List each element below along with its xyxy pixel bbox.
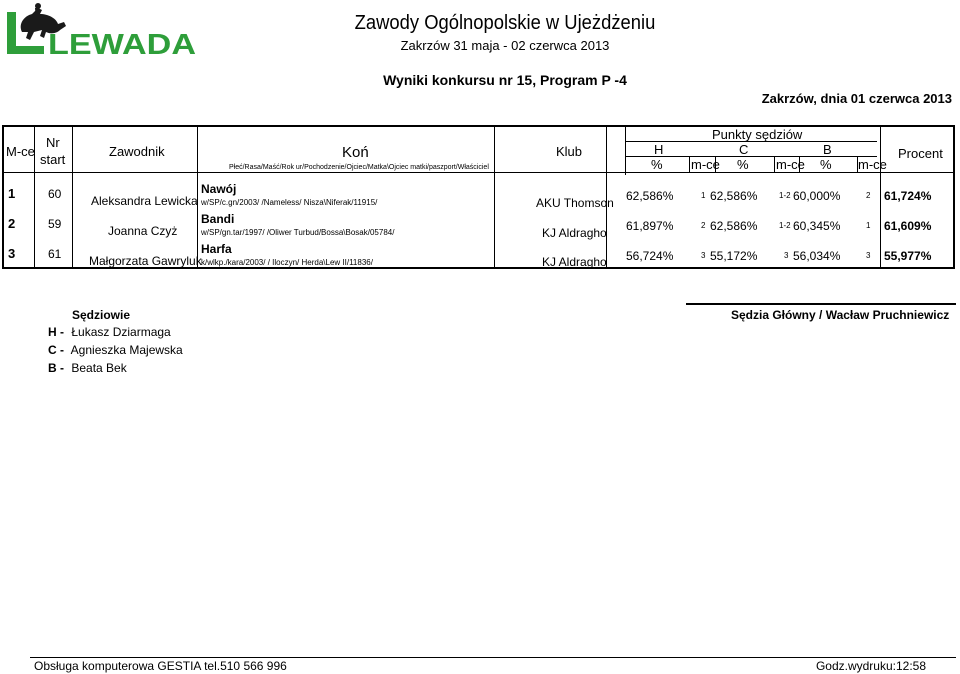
row-horse-info: k/wlkp./kara/2003/ / Iloczyn/ Herda\Lew II/11836/ [201, 258, 373, 267]
row-rider: Aleksandra Lewicka [91, 194, 198, 208]
header-place: M-ce [6, 144, 35, 159]
row-nr: 61 [48, 247, 62, 261]
row-c-pct: 55,172% [710, 249, 758, 263]
row-club: KJ Aldragho [542, 226, 607, 240]
header-club: Klub [556, 144, 583, 159]
header-rider: Zawodnik [109, 144, 165, 159]
judges-list [48, 325, 183, 379]
judge-row [48, 325, 183, 343]
row-h-pct: 61,897% [626, 219, 674, 233]
chief-signature-line [686, 303, 956, 305]
judge-position: C - [48, 343, 64, 357]
row-b-mce: 3 [866, 251, 871, 260]
row-b-pct: 60,000% [793, 189, 841, 203]
row-place: 1 [8, 186, 16, 201]
header-b-pct: % [820, 157, 832, 172]
row-horse-info: w/SP/gn.tar/1997/ /Oliwer Turbud/Bossa\Bosak/05784/ [201, 228, 395, 237]
row-h-pct: 56,724% [626, 249, 674, 263]
place-date: Zakrzów, dnia 01 czerwca 2013 [761, 91, 952, 106]
row-total: 61,609% [884, 219, 932, 233]
header-start: start [40, 152, 66, 167]
row-club: AKU Thomson [536, 196, 614, 210]
header-judges-points: Punkty sędziów [712, 127, 803, 142]
row-h-pct: 62,586% [626, 189, 674, 203]
row-rider: Małgorzata Gawryluk [89, 254, 202, 268]
row-nr: 60 [48, 187, 62, 201]
row-place: 2 [8, 216, 16, 231]
header-judge-c: C [739, 142, 749, 157]
footer-service: Obsługa komputerowa GESTIA tel.510 566 996 [34, 659, 287, 673]
row-club: KJ Aldragho [542, 255, 607, 269]
results-title: Wyniki konkursu nr 15, Program P -4 [383, 72, 627, 88]
judge-position: H - [48, 325, 64, 339]
footer-divider [30, 657, 956, 658]
row-b-pct: 60,345% [793, 219, 841, 233]
row-c-pct: 62,586% [710, 219, 758, 233]
chief-judge: Sędzia Główny / Wacław Pruchniewicz [731, 308, 950, 322]
row-c-mce: 1-2 [779, 191, 791, 200]
row-horse: Nawój [201, 182, 237, 196]
row-nr: 59 [48, 217, 62, 231]
event-dates: Zakrzów 31 maja - 02 czerwca 2013 [400, 38, 610, 53]
row-total: 55,977% [884, 249, 932, 263]
header-nr: Nr [46, 135, 60, 150]
event-title: Zawody Ogólnopolskie w Ujeżdżeniu [354, 12, 656, 34]
header-c-mce: m-ce [776, 157, 805, 172]
row-h-mce: 1 [701, 191, 706, 200]
header-h-mce: m-ce [691, 157, 720, 172]
judge-name: Agnieszka Majewska [70, 343, 183, 357]
row-rider: Joanna Czyż [108, 224, 178, 238]
row-b-mce: 1 [866, 221, 871, 230]
judge-name: Łukasz Dziarmaga [71, 325, 171, 339]
header-h-pct: % [651, 157, 663, 172]
header-horse-sub: Płeć/Rasa/Maść/Rok ur/Pochodzenie/Ojciec/Matka\Ojciec matki/paszport/Właściciel [229, 164, 489, 171]
svg-text:LEWADA: LEWADA [48, 29, 196, 56]
header-percent: Procent [898, 146, 943, 161]
results-table [2, 125, 955, 269]
row-h-mce: 3 [701, 251, 706, 260]
judge-row [48, 343, 183, 361]
header-judge-h: H [654, 142, 664, 157]
row-horse: Harfa [201, 242, 232, 256]
row-c-mce: 1-2 [779, 221, 791, 230]
judge-position: B - [48, 361, 64, 375]
row-horse: Bandi [201, 212, 235, 226]
row-horse-info: w/SP/c.gn/2003/ /Nameless/ Nisza\Niferak/11915/ [201, 198, 378, 207]
header-judge-b: B [823, 142, 832, 157]
row-total: 61,724% [884, 189, 932, 203]
row-place: 3 [8, 246, 16, 261]
row-c-mce: 3 [784, 251, 789, 260]
footer-print-time: Godz.wydruku:12:58 [815, 659, 926, 673]
header-horse: Koń [342, 144, 369, 161]
row-h-mce: 2 [701, 221, 706, 230]
header-c-pct: % [737, 157, 749, 172]
judges-title: Sędziowie [72, 308, 131, 322]
row-b-mce: 2 [866, 191, 871, 200]
row-c-pct: 62,586% [710, 189, 758, 203]
header-b-mce: m-ce [858, 157, 887, 172]
judge-name: Beata Bek [71, 361, 127, 375]
judge-row [48, 361, 183, 379]
row-b-pct: 56,034% [793, 249, 841, 263]
